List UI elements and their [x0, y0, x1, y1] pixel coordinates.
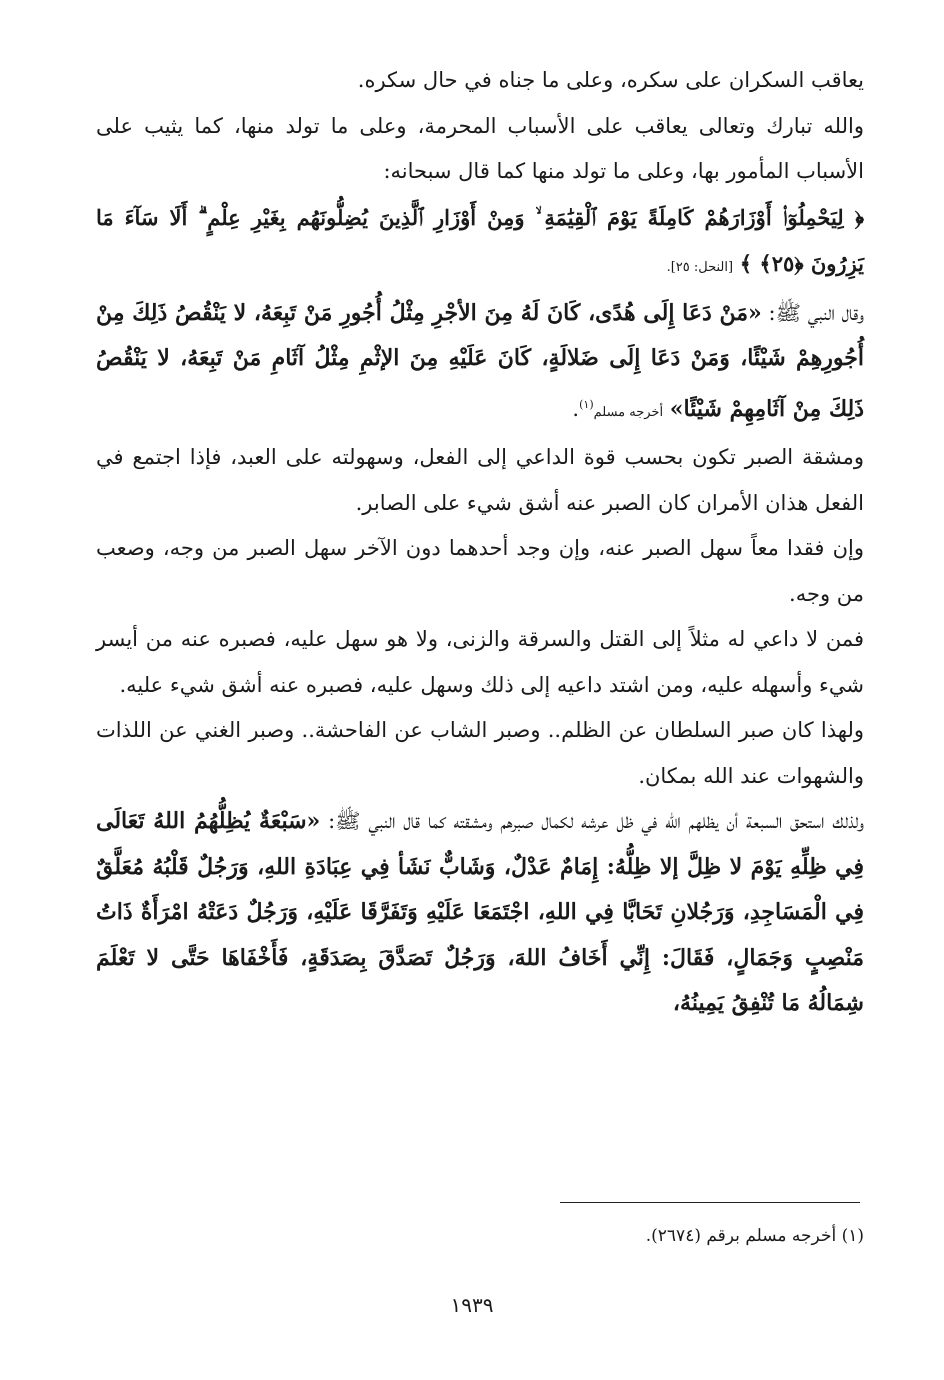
paragraph-5 [96, 435, 864, 526]
paragraph-text: فمن لا داعي له مثلاً إلى القتل والسرقة والزنى، ولا هو سهل عليه، فصبره عنه من أيسر شيء وأسهله عليه، ومن اشتد داعيه إلى ذلك وسهل عليه، فصبره عنه أشق شيء عليه. [96, 627, 864, 697]
footnote: (١) أخرجه مسلم برقم (٢٦٧٤). [645, 1226, 864, 1246]
paragraph-2 [96, 104, 864, 195]
paragraph-text: وإن فقدا معاً سهل الصبر عنه، وإن وجد أحدهما دون الآخر سهل الصبر من وجه، وصعب من وجه. [96, 536, 864, 606]
footnote-marker: (١) [579, 397, 594, 411]
quran-verse [96, 195, 864, 291]
paragraph-text: يعاقب السكران على سكره، وعلى ما جناه في حال سكره. [357, 68, 864, 92]
paragraph-text: ومشقة الصبر تكون بحسب قوة الداعي إلى الفعل، وسهولته على العبد، فإذا اجتمع في الفعل هذان الأمران كان الصبر عنه أشق شيء على الصابر. [96, 445, 864, 515]
quran-reference: [النحل: ٢٥]. [666, 260, 734, 275]
page-number: ١٩٣٩ [450, 1293, 494, 1317]
paragraph-text: ولهذا كان صبر السلطان عن الظلم.. وصبر الشاب عن الفاحشة.. وصبر الغني عن اللذات والشهوات عند الله بمكان. [96, 718, 864, 788]
paragraph-text: والله تبارك وتعالى يعاقب على الأسباب المحرمة، وعلى ما تولد منها، كما يثيب على الأسباب المأمور بها، وعلى ما تولد منها كما قال سبحانه: [96, 113, 864, 183]
paragraph-6 [96, 526, 864, 617]
footnote-divider [560, 1202, 860, 1203]
page-body [96, 58, 864, 1027]
paragraph-hadith-2 [96, 799, 864, 1027]
hadith-reference: أخرجه مسلم [593, 404, 664, 420]
hadith-text: «سَبْعَةٌ يُظِلُّهُمُ اللهُ تَعَالَى فِي ظِلِّهِ يَوْمَ لا ظِلَّ إلا ظِلُّهُ: إِمَامٌ عَدْلٌ، وَشَابٌّ نَشَأ فِي عِبَادَةِ اللهِ، وَرَجُلٌ قَلْبُهُ مُعَلَّقٌ فِي الْمَسَاجِدِ، وَرَجُلانِ تَحَابَّا فِي اللهِ، اجْتَمَعَا عَلَيْهِ وَتَفَرَّقَا عَلَيْهِ، وَرَجُلٌ دَعَتْهُ امْرَأَةٌ ذَاتُ مَنْصِبٍ وَجَمَالٍ، فَقَالَ: إِنِّي أَخَافُ اللهَ، وَرَجُلٌ تَصَدَّقَ بِصَدَقَةٍ، فَأَخْفَاهَا حَتَّى لا تَعْلَمَ شِمَالُهُ مَا تُنْفِقُ يَمِينُهُ، [96, 808, 864, 1016]
sentence-end: . [572, 396, 580, 421]
quran-text: ﴿ لِيَحْمِلُوٓا۟ أَوْزَارَهُمْ كَامِلَةً يَوْمَ ٱلْقِيَٰمَةِ ۙ وَمِنْ أَوْزَارِ ٱلَّذِينَ يُضِلُّونَهُم بِغَيْرِ عِلْمٍ ۗ أَلَا سَآءَ مَا يَزِرُونَ ﴿٢٥﴾ ﴾ [96, 204, 864, 276]
hadith-intro: وقال النبي ﷺ: [761, 300, 864, 325]
paragraph-hadith-1 [96, 291, 864, 436]
paragraph-8 [96, 708, 864, 799]
paragraph-7 [96, 617, 864, 708]
hadith-text: «مَنْ دَعَا إِلَى هُدًى، كَانَ لَهُ مِنَ الأجْرِ مِثْلُ أُجُورِ مَنْ تَبِعَهُ، لا يَنْقُصُ ذَلِكَ مِنْ أُجُورِهِمْ شَيْئًا، وَمَنْ دَعَا إِلَى ضَلالَةٍ، كَانَ عَلَيْهِ مِنَ الإثْمِ مِثْلُ آثَامِ مَنْ تَبِعَهُ، لا يَنْقُصُ ذَلِكَ مِنْ آثَامِهِمْ شَيْئًا» [96, 299, 864, 422]
paragraph-1 [96, 58, 864, 104]
hadith-intro: ولذلك استحق السبعة أن يظلهم الله في ظل عرشه لكمال صبرهم ومشقته كما قال النبي ﷺ: [320, 809, 864, 833]
